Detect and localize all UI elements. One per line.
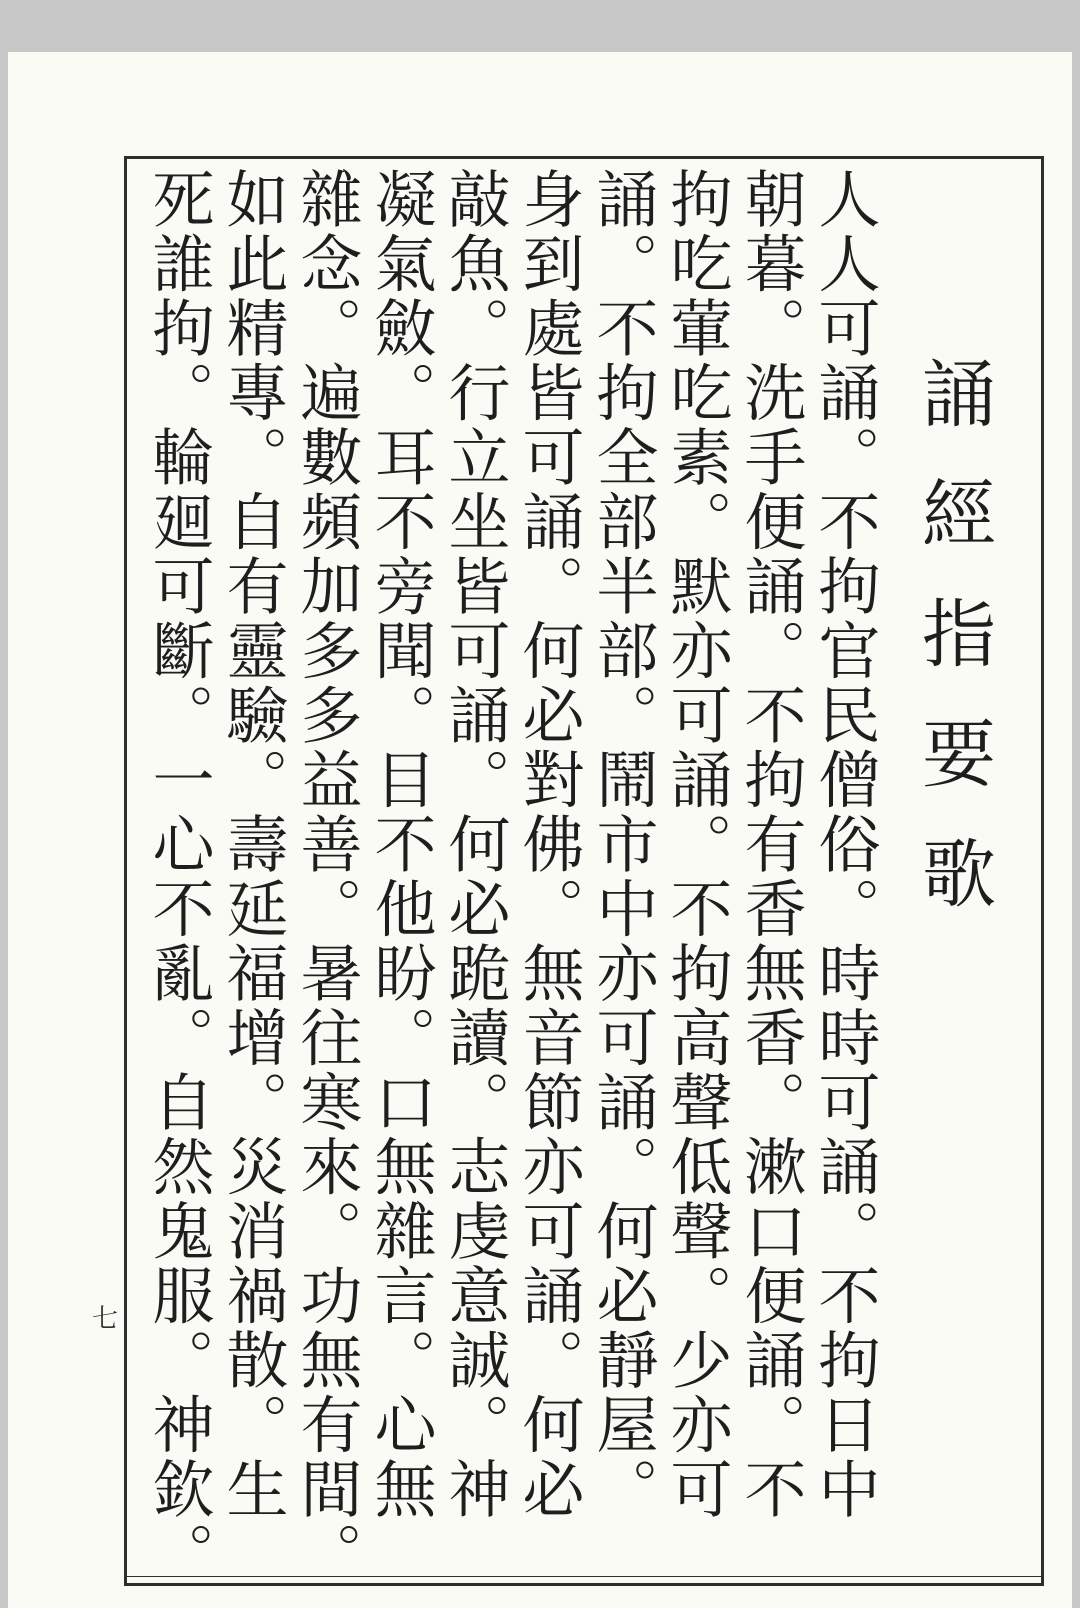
text-column-8: 雜念。遍數頻加多多益善。暑往寒來。功無有間。 <box>290 167 363 1586</box>
text-column-7: 凝氣斂。耳不旁聞。目不他盼。口無雜言。心無 <box>364 167 437 1522</box>
text-column-3: 拘吃葷吃素。默亦可誦。不拘高聲低聲。少亦可 <box>660 167 733 1522</box>
page-number: 七 <box>92 1304 119 1334</box>
text-column-9: 如此精專。自有靈驗。壽延福增。災消禍散。生 <box>216 167 289 1522</box>
page-title: 誦經指要歌 <box>910 355 996 955</box>
text-column-2: 朝暮。洗手便誦。不拘有香無香。漱口便誦。不 <box>734 167 807 1522</box>
text-column-6: 敲魚。行立坐皆可誦。何必跪讀。志虔意誠。神 <box>438 167 511 1522</box>
text-frame <box>124 156 1044 1586</box>
text-column-10: 死誰拘。輪廻可斷。一心不亂。自然鬼服。神欽。 <box>142 167 215 1586</box>
text-column-1: 人人可誦。不拘官民僧俗。時時可誦。不拘日中 <box>808 167 881 1522</box>
frame-inner-line <box>127 1576 1041 1577</box>
text-column-5: 身到處皆可誦。何必對佛。無音節亦可誦。何必 <box>512 167 585 1522</box>
scanned-page <box>8 52 1072 1608</box>
text-column-4: 誦。不拘全部半部。鬧市中亦可誦。何必靜屋。 <box>586 167 659 1522</box>
